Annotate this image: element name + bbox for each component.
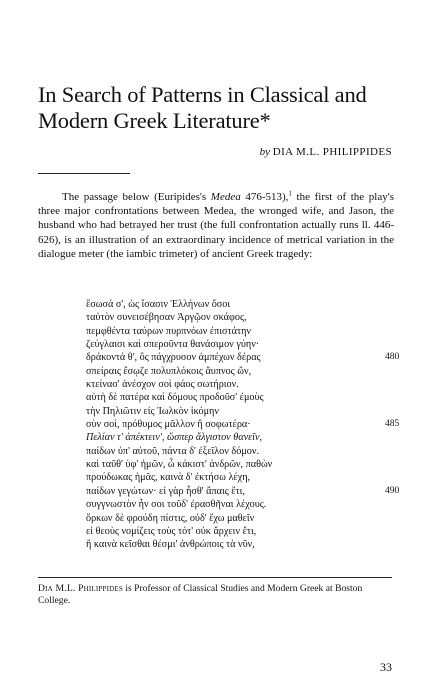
- verse-line-text: σπείραις ἔσῳζε πολυπλόκοις ἄυπνος ὤν,: [86, 365, 252, 377]
- verse-line-text: παίδων ὑπ' αὐτοῦ, πάντα δ' ἐξεῖλον δόμον.: [86, 445, 260, 457]
- intro-text-2: 476-513),: [240, 191, 289, 203]
- byline: [200, 145, 392, 159]
- verse-line: [86, 311, 396, 324]
- byline-prefix: by: [259, 146, 271, 158]
- verse-line: [86, 445, 396, 458]
- intro-work-title: Medea: [210, 191, 241, 203]
- verse-line-number: 485: [385, 419, 400, 430]
- greek-verse-passage: [86, 298, 400, 552]
- article-title: In Search of Patterns in Classical and Modern Greek Literature*: [38, 82, 367, 133]
- verse-line: [86, 405, 396, 418]
- verse-line-text: κτείνασ' ἀνέσχον σοὶ φάος σωτήριον.: [86, 379, 239, 391]
- author-footnote: [38, 583, 396, 608]
- verse-line: [86, 378, 396, 391]
- intro-text-1: The passage below (Euripides's: [62, 191, 211, 203]
- byline-author: DIA M.L. PHILIPPIDES: [272, 146, 392, 158]
- verse-line: [86, 298, 396, 311]
- verse-line-text: προύδωκας ἡμᾶς, καινὰ δ' ἐκτήσω λέχη,: [86, 472, 251, 484]
- verse-line: [86, 498, 396, 511]
- verse-line-text: παίδων γεγώτων· εἰ γὰρ ἦσθ' ἄπαις ἔτι,: [86, 485, 245, 497]
- verse-line: [86, 418, 400, 431]
- verse-line-text: καὶ ταῦθ' ὑφ' ἡμῶν, ὦ κάκιστ' ἀνδρῶν, παθὼν: [86, 459, 273, 471]
- verse-line: [86, 512, 396, 525]
- intro-text-3: the first of the play's three major confrontations between Medea, the wronged wife, and Jason, the husband who had betrayed her trust (the full confrontation actually runs ll. 446-626), is an illustration of an extraordinary incidence of metrical variation in the dialogue meter (the iambic trimeter) of ancient Greek tragedy:: [38, 191, 394, 260]
- verse-line: [86, 351, 400, 364]
- footnote-author: Dia M.L. Philippides: [38, 583, 123, 594]
- verse-line: [86, 471, 396, 484]
- verse-line: [86, 538, 396, 551]
- verse-line-text: ζεύγλαισι καὶ σπεροῦντα θανάσιμον γύην·: [86, 339, 260, 351]
- verse-line-number: 490: [385, 485, 400, 496]
- title-divider: [38, 173, 130, 174]
- verse-line-text: ἔσωσά σ', ὡς ἴσασιν Ἑλλήνων ὅσοι: [86, 299, 231, 310]
- footnote-divider: [38, 577, 392, 578]
- verse-line-text: Πελίαν τ' ἀπέκτειν', ὥσπερ ἄλγιστον θανεῖν,: [86, 432, 263, 444]
- verse-line-text: τὴν Πηλιῶτιν εἰς Ἰωλκὸν ἱκόμην: [86, 405, 219, 417]
- verse-line-text: ταὐτὸν συνεισέβησαν Ἀργῷον σκάφος,: [86, 312, 247, 324]
- verse-line-text: σὺν σοί, πρόθυμος μᾶλλον ἢ σοφωτέρα·: [86, 419, 251, 431]
- verse-line-text: ὅρκων δὲ φρούδη πίστις, οὐδ' ἔχω μαθεῖν: [86, 512, 255, 524]
- verse-line-text: δράκοντά θ', ὃς πάγχρυσον ἀμπέχων δέρας: [86, 352, 261, 364]
- verse-line: [86, 365, 396, 378]
- verse-line-text: εἰ θεοὺς νομίζεις τοὺς τότ' οὐκ ἄρχειν ἔτι,: [86, 525, 257, 537]
- verse-line: [86, 325, 396, 338]
- intro-paragraph: [38, 190, 394, 261]
- verse-line: [86, 525, 396, 538]
- footnote-text: is Professor of Classical Studies and Modern Greek at Boston College.: [38, 583, 363, 607]
- verse-line-text: συγγνωστὸν ἦν σοι τοῦδ' ἐρασθῆναι λέχους.: [86, 499, 267, 511]
- verse-line-text: ἢ καινὰ κεῖσθαι θέσμι' ἀνθρώποις τὰ νῦν,: [86, 539, 255, 551]
- verse-line-text: πεμφθέντα ταύρων πυρπνόων ἐπιστάτην: [86, 325, 252, 337]
- verse-line-text: αὐτὴ δὲ πατέρα καὶ δόμους προδοῦσ' ἐμοὺς: [86, 392, 264, 404]
- verse-line: [86, 338, 396, 351]
- page-number: 33: [380, 660, 392, 674]
- verse-line: [86, 391, 396, 404]
- verse-line: [86, 485, 400, 498]
- verse-line-number: 480: [385, 352, 400, 363]
- verse-line: [86, 431, 396, 444]
- verse-line: [86, 458, 396, 471]
- footnote-marker: 1: [288, 189, 292, 198]
